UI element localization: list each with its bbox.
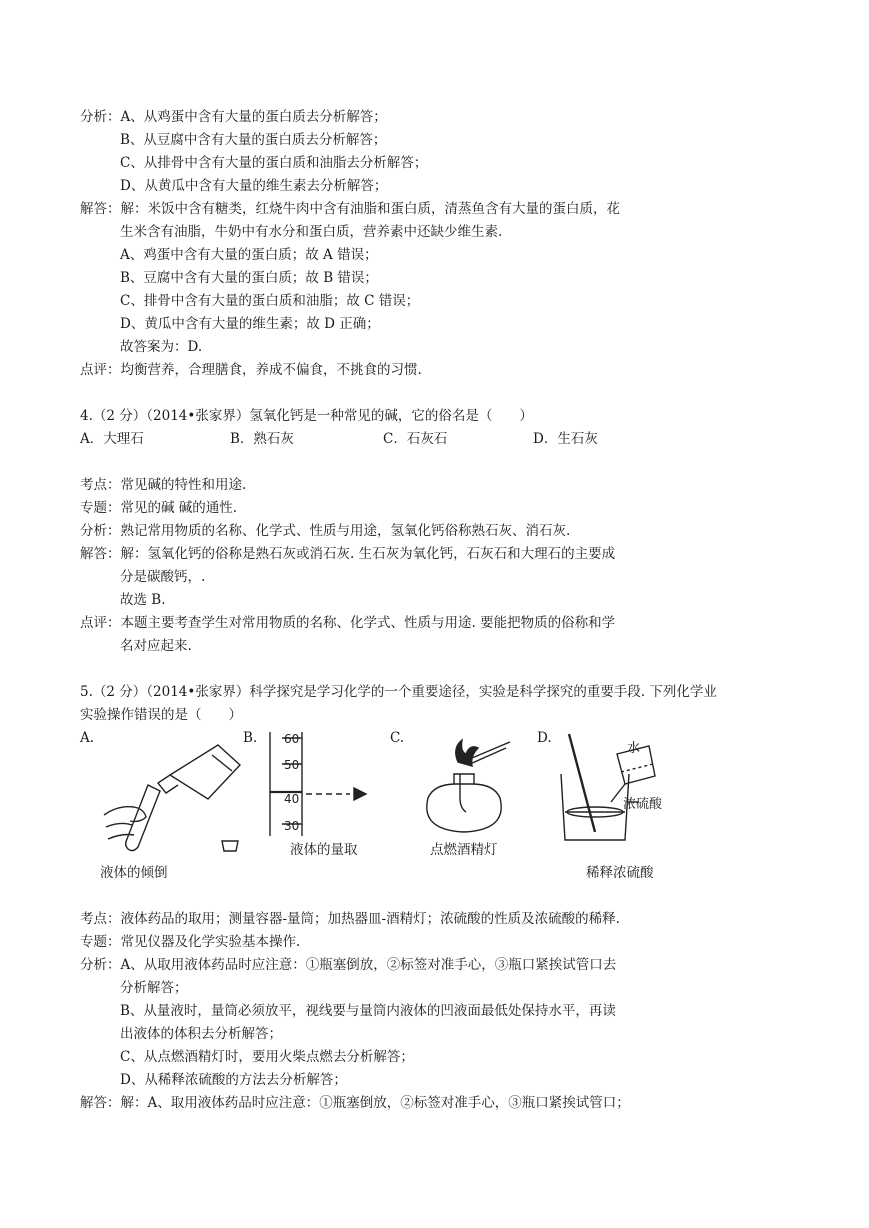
q5-stem: 5.（2 分）（2014•张家界）科学探究是学习化学的一个重要途径，实验是科学探究的重要手段. 下列化学业 (80, 684, 717, 700)
cylinder-tick-40: 40 (284, 792, 300, 806)
q4-comment: 点评：本题主要考查学生对常用物质的名称、化学式、性质与用途. 要能把物质的俗称和学 (80, 615, 616, 631)
dilute-acid-figure (555, 732, 675, 844)
measuring-cylinder-figure (262, 728, 382, 838)
pouring-liquid-figure (100, 735, 250, 855)
q5-option-b-letter: B. (243, 730, 258, 746)
q4-answer: 解答：解：氢氧化钙的俗称是熟石灰或消石灰. 生石灰为氧化钙，石灰石和大理石的主要成 (80, 546, 616, 562)
q5-stem-cont: 实验操作错误的是（ ） (80, 707, 242, 723)
q5-analysis-a: 分析：A、从取用液体药品时应注意：①瓶塞倒放，②标签对准手心，③瓶口紧挨试管口去 (80, 957, 617, 973)
cylinder-tick-60: 60 (284, 732, 300, 746)
alcohol-lamp-figure (410, 738, 520, 838)
q3-answer-b: B、豆腐中含有大量的蛋白质；故 B 错误； (120, 270, 378, 286)
q4-option-d: D．生石灰 (533, 431, 598, 447)
q5-option-d-letter: D. (537, 730, 552, 746)
q4-stem: 4.（2 分）（2014•张家界）氢氧化钙是一种常见的碱，它的俗名是（ ） (80, 408, 533, 424)
q3-answer-cont: 生米含有油脂，牛奶中有水分和蛋白质，营养素中还缺少维生素. (120, 224, 503, 240)
q3-conclusion: 故答案为：D. (120, 339, 203, 355)
fig-d-water-label: 水 (627, 741, 641, 756)
q3-answer-a: A、鸡蛋中含有大量的蛋白质；故 A 错误； (120, 247, 378, 263)
q3-comment: 点评：均衡营养，合理膳食，养成不偏食，不挑食的习惯. (80, 362, 422, 378)
q5-analysis-a-cont: 分析解答； (120, 980, 188, 996)
q3-analysis-a: 分析：A、从鸡蛋中含有大量的蛋白质去分析解答； (80, 109, 387, 125)
q4-zhuanti: 专题：常见的碱 碱的通性. (80, 500, 238, 516)
q5-caption-a: 液体的倾倒 (100, 865, 168, 881)
q3-answer: 解答：解：米饭中含有糖类，红烧牛肉中含有油脂和蛋白质，清蒸鱼含有大量的蛋白质，花 (80, 201, 620, 217)
q4-kaodian: 考点：常见碱的特性和用途. (80, 477, 247, 493)
q5-caption-d: 稀释浓硫酸 (586, 865, 654, 881)
q3-answer-d: D、黄瓜中含有大量的维生素；故 D 正确； (120, 316, 380, 332)
q5-caption-b: 液体的量取 (290, 842, 358, 858)
q5-option-a-letter: A. (80, 730, 95, 746)
q4-option-a: A．大理石 (80, 431, 144, 447)
q5-zhuanti: 专题：常见仪器及化学实验基本操作. (80, 934, 301, 950)
q3-answer-c: C、排骨中含有大量的蛋白质和油脂；故 C 错误； (120, 293, 420, 309)
q5-analysis-c: C、从点燃酒精灯时，要用火柴点燃去分析解答； (120, 1049, 414, 1065)
fig-d-acid-label: 浓硫酸 (623, 797, 663, 812)
q4-answer-cont: 分是碳酸钙，. (120, 569, 206, 585)
q4-option-b: B．熟石灰 (230, 431, 294, 447)
q5-kaodian: 考点：液体药品的取用；测量容器-量筒；加热器皿-酒精灯；浓硫酸的性质及浓硫酸的稀释. (80, 911, 620, 927)
q5-option-c-letter: C. (390, 730, 405, 746)
q3-analysis-b: B、从豆腐中含有大量的蛋白质去分析解答； (120, 132, 387, 148)
q5-analysis-d: D、从稀释浓硫酸的方法去分析解答； (120, 1072, 347, 1088)
q4-comment-cont: 名对应起来. (120, 638, 192, 654)
q4-analysis: 分析：熟记常用物质的名称、化学式、性质与用途，氢氧化钙俗称熟石灰、消石灰. (80, 523, 571, 539)
q3-analysis-c: C、从排骨中含有大量的蛋白质和油脂去分析解答； (120, 155, 428, 171)
cylinder-tick-30: 30 (284, 819, 300, 833)
q5-analysis-b-cont: 出液体的体积去分析解答； (120, 1026, 282, 1042)
q4-option-c: C．石灰石 (383, 431, 448, 447)
q4-conclusion: 故选 B. (120, 592, 166, 608)
q5-analysis-b: B、从量液时，量筒必须放平，视线要与量筒内液体的凹液面最低处保持水平，再读 (120, 1003, 616, 1019)
q3-analysis-d: D、从黄瓜中含有大量的维生素去分析解答； (120, 178, 388, 194)
q5-caption-c: 点燃酒精灯 (430, 842, 498, 858)
q5-answer: 解答：解：A、取用液体药品时应注意：①瓶塞倒放，②标签对准手心，③瓶口紧挨试管口； (80, 1095, 630, 1111)
cylinder-tick-50: 50 (284, 758, 300, 772)
